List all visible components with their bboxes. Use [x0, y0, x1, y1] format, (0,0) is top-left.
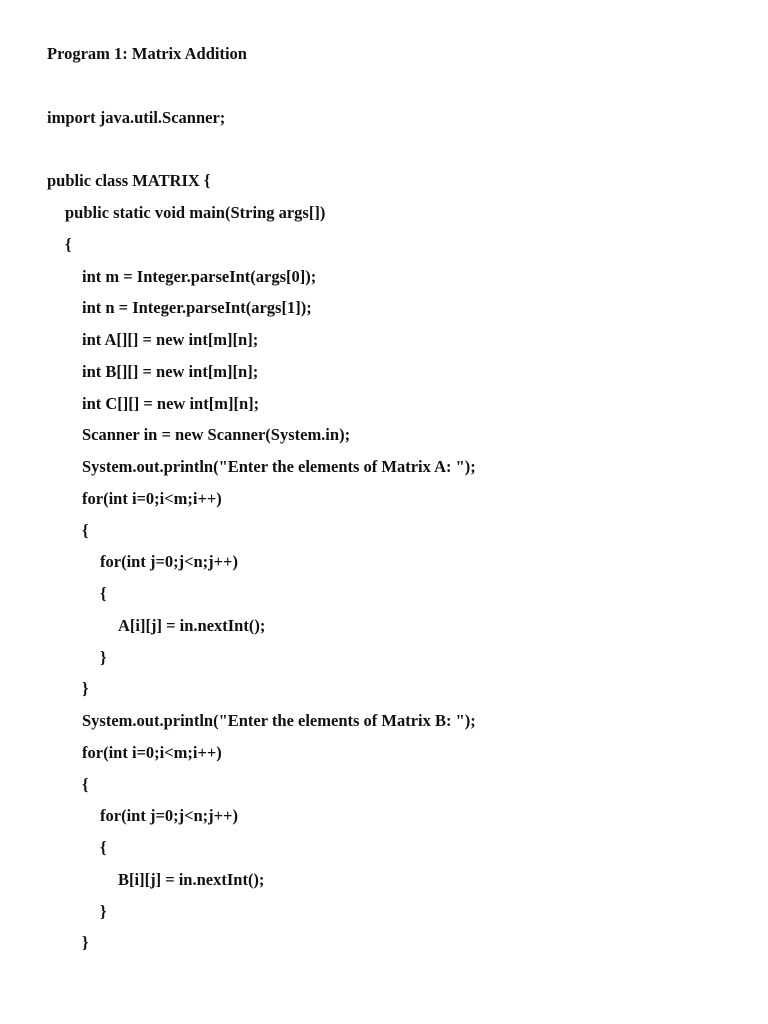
- code-line: int C[][] = new int[m][n];: [82, 394, 260, 413]
- code-line: }: [82, 933, 89, 952]
- code-line: }: [100, 648, 107, 667]
- document-title: Program 1: Matrix Addition: [47, 44, 247, 63]
- code-line: int A[][] = new int[m][n];: [82, 330, 259, 349]
- code-line: for(int i=0;i<m;i++): [82, 489, 222, 508]
- code-line: int n = Integer.parseInt(args[1]);: [82, 298, 312, 317]
- code-line: int m = Integer.parseInt(args[0]);: [82, 267, 317, 286]
- code-line: int B[][] = new int[m][n];: [82, 362, 259, 381]
- code-line: B[i][j] = in.nextInt();: [118, 870, 265, 889]
- code-line: {: [65, 235, 72, 254]
- code-line: }: [82, 679, 89, 698]
- code-line: for(int i=0;i<m;i++): [82, 743, 222, 762]
- code-line: A[i][j] = in.nextInt();: [118, 616, 266, 635]
- code-line: public static void main(String args[]): [65, 203, 326, 222]
- code-line: Scanner in = new Scanner(System.in);: [82, 425, 351, 444]
- code-line: {: [100, 838, 107, 857]
- code-line: for(int j=0;j<n;j++): [100, 806, 238, 825]
- code-line: public class MATRIX {: [47, 171, 211, 190]
- code-line: import java.util.Scanner;: [47, 108, 226, 127]
- code-line: }: [100, 902, 107, 921]
- code-line: {: [82, 521, 89, 540]
- code-line: {: [82, 775, 89, 794]
- code-line: {: [100, 584, 107, 603]
- code-line: for(int j=0;j<n;j++): [100, 552, 238, 571]
- code-line: System.out.println("Enter the elements of Matrix B: ");: [82, 711, 476, 730]
- code-line: System.out.println("Enter the elements of Matrix A: ");: [82, 457, 476, 476]
